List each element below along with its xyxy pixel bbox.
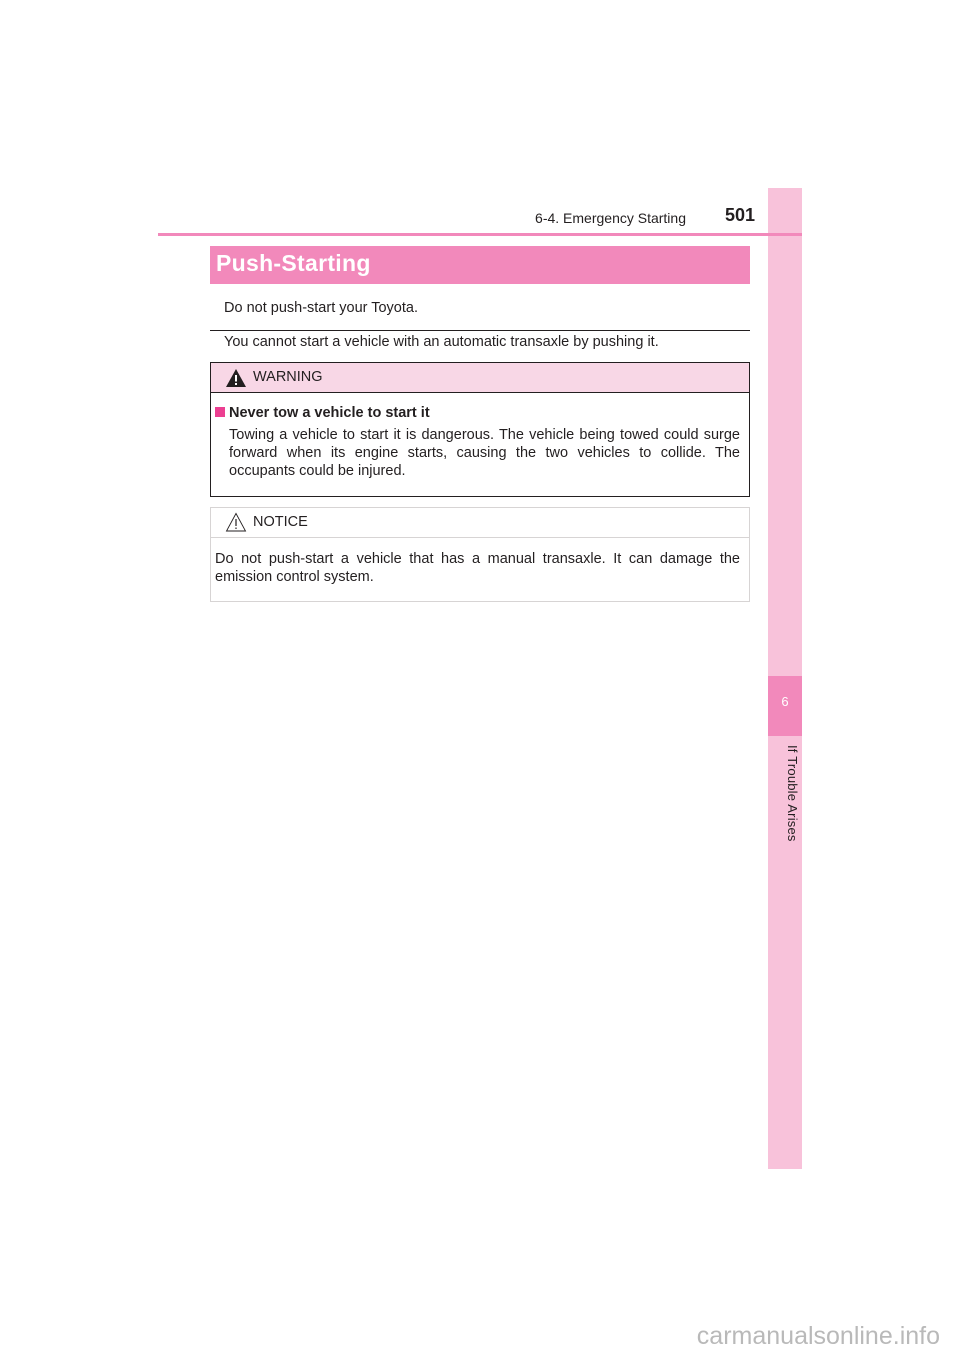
notice-triangle-icon [225, 512, 247, 532]
chapter-title: If Trouble Arises [785, 745, 800, 842]
intro-line: Do not push-start your Toyota. [224, 300, 418, 316]
header-rule [158, 233, 802, 236]
notice-body: Do not push-start a vehicle that has a manual transaxle. It can damage the emission control system. [215, 551, 740, 585]
notice-box [210, 507, 750, 602]
square-bullet-icon [215, 407, 225, 417]
warning-header [211, 363, 749, 393]
warning-triangle-icon [225, 368, 247, 388]
section-title: 6-4. Emergency Starting [535, 210, 686, 226]
warning-label: WARNING [253, 369, 323, 385]
notice-label: NOTICE [253, 514, 308, 530]
warning-box [210, 362, 750, 497]
page-number: 501 [725, 205, 756, 225]
intro-line: You cannot start a vehicle with an automatic transaxle by pushing it. [224, 334, 659, 350]
watermark: carmanualsonline.info [696, 1322, 940, 1350]
warning-body: Towing a vehicle to start it is dangerous. The vehicle being towed could surge forward when its engine starts, causing the two vehicles to collide. The occupants could be injured. [229, 427, 740, 479]
chapter-number: 6 [781, 694, 789, 709]
page-title: Push-Starting [216, 250, 371, 276]
divider [210, 330, 750, 331]
warning-subheading: Never tow a vehicle to start it [229, 405, 430, 421]
notice-header [211, 508, 749, 538]
